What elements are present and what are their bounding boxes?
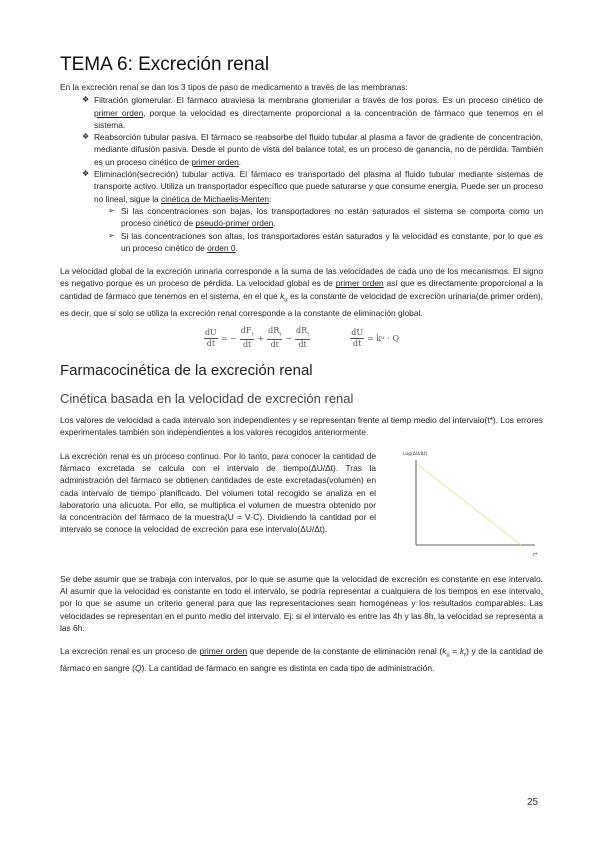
equation-rate: $\frac{dU}{dt}$ = k u · Q xyxy=(351,327,400,348)
interval-paragraph: Los valores de velocidad a cada intervalo son independientes y se representan frente al tiemp medio del intervalo(t*). Los errores experimentales también son independientes a los valores recogidos anteriormente. xyxy=(60,415,543,438)
graph-trend-line xyxy=(417,464,521,545)
log-rate-graph xyxy=(393,450,543,562)
continuous-process-block xyxy=(60,450,543,562)
link-primer-orden: primer orden xyxy=(191,156,239,167)
graph-svg xyxy=(393,450,543,562)
diamond-bullet-icon: ❖ xyxy=(82,95,90,105)
continuous-process-paragraph: La excreción renal es un proceso continuo. Por lo tanto, para conocer la cantidad de fármaco excretada se calcula con el intervalo de tiempo(ΔU/Δt). Tras la administración del fármaco se obtienen cantidades de este excretadas(volumen) en cada intervalo de tiempo planificado. Del volumen total recogido se analiza en el laboratorio una alícuota. Por ello, se multiplica el volumen de muestra obtenido por la concentración del fármaco de la muestra(U = V·C). Dividiendo la cantidad por el intervalo se conoce la velocidad de excreción para ese intervalo(ΔU/Δt). xyxy=(60,450,376,535)
secretion-sublist xyxy=(94,205,543,254)
link-pseudo-primer-orden: pseudo-primer orden xyxy=(195,218,274,229)
global-velocity-paragraph: La velocidad global de la excreción urinaria corresponde a la suma de las velocidades de cada uno de los mecanismos. El signo es negativo porque es un proceso de pérdida. La velocidad global es de primer orden así que es directamente proporcional a la cantidad de fármaco que tenemos en el sistema, en el que $k_u$ es la constante de velocidad de excreción urinaria(de primer orden), es decir, que si solo se utiliza la excreción renal corresponde a la constante de eliminación global. xyxy=(60,266,543,318)
section-heading: Farmacocinética de la excreción renal xyxy=(60,362,313,380)
sublist-item-high-concentration: ➢ Si las concentraciones son altas, los transportadores están saturados y la velocidad es constante, por lo que es un proceso cinético de orden 0. xyxy=(108,230,543,253)
page-number: 25 xyxy=(527,797,539,808)
list-item-secretion: ❖ Eliminación(secreción) tubular activa. El fármaco es transportado del plasma al fluido tubular mediante sistemas de transporte activo. Utiliza un transportador específico que puede saturarse y que consume energía. Puede ser un proceso no lineal, sigue la cinética de Michaelis-Menten: ➢ Si las concentraciones son bajas, los transportadores no están saturados el sistema se comporta como un proceso cinético de pseudo-primer orden. ➢ Si las concentraciones son altas, los transportadores están saturados y la velocidad es constante, por lo que es un proceso cinético de orden 0. xyxy=(82,169,543,253)
link-primer-orden: primer orden xyxy=(199,646,248,657)
graph-x-label: t* xyxy=(533,551,538,558)
equation-sum: $\frac{dU}{dt}$ = − $\frac{dF_t}{dt}$ + $\frac{dR_t}{dt}$ − $\frac{dR_t}{dt}$ xyxy=(204,325,310,350)
midpoint-paragraph: Se debe asumir que se trabaja con intervalos, por lo que se asume que la velocidad de excreción es constante en ese intervalo. Al asumir que la velocidad es constante en todo el intervalo, se podría representar a cualquiera de los tiempos en ese intervalo, por lo que se asume un criterio general para que las representaciones sean homogéneas y los resultados comparables: Las velocidades se representan en el punto medio del intervalo. Ej: si el intervalo es entre las 4h y las 8h, la velocidad se representa a las 6h. xyxy=(60,573,543,633)
link-primer-orden: primer orden xyxy=(335,278,384,289)
graph-y-label: Log(ΔU/Δt) xyxy=(403,451,428,457)
arrow-bullet-icon: ➢ xyxy=(108,230,115,240)
subsection-heading: Cinética basada en la velocidad de excreción renal xyxy=(60,391,354,407)
page-title: TEMA 6: Excreción renal xyxy=(60,54,270,75)
arrow-bullet-icon: ➢ xyxy=(108,205,115,215)
excretion-equation xyxy=(60,325,543,351)
link-primer-orden: primer orden xyxy=(94,107,144,118)
first-order-paragraph: La excreción renal es un proceso de primer orden que depende de la constante de eliminación renal $(k_u = k_r)$ y de la cantidad de fármaco en sangre (Q). La cantidad de fármaco en sangre es distinta en cada tipo de administración. xyxy=(60,646,543,674)
list-item-reabsorption: ❖ Reabsorción tubular pasiva. El fármaco se reabsorbe del fluido tubular al plasma a favor de gradiente de concentración, mediante difusión pasiva. Desde el punto de vista del balance total, es un proceso de ganancia, no de pérdida. También es un proceso cinético de primer orden. xyxy=(82,132,543,167)
link-michaelis-menten: cinética de Michaelis-Menten xyxy=(161,193,270,204)
diamond-bullet-icon: ❖ xyxy=(82,169,90,179)
sublist-item-low-concentration: ➢ Si las concentraciones son bajas, los transportadores no están saturados el sistema se comporta como un proceso cinético de pseudo-primer orden. xyxy=(108,205,543,229)
page-content xyxy=(60,54,543,674)
link-orden-0: orden 0 xyxy=(207,242,236,253)
intro-text: En la excreción renal se dan los 3 tipos de paso de medicamento a través de las membranas: xyxy=(60,82,408,92)
mechanism-list xyxy=(60,94,543,254)
diamond-bullet-icon: ❖ xyxy=(82,132,90,142)
list-item-filtration: ❖ Filtración glomerular. El fármaco atraviesa la membrana glomerular a través de los poros. Es un proceso cinético de primer orden, porque la velocidad es directamente proporcional a la concentración de fármaco que tenemos en el sistema. xyxy=(82,95,543,130)
